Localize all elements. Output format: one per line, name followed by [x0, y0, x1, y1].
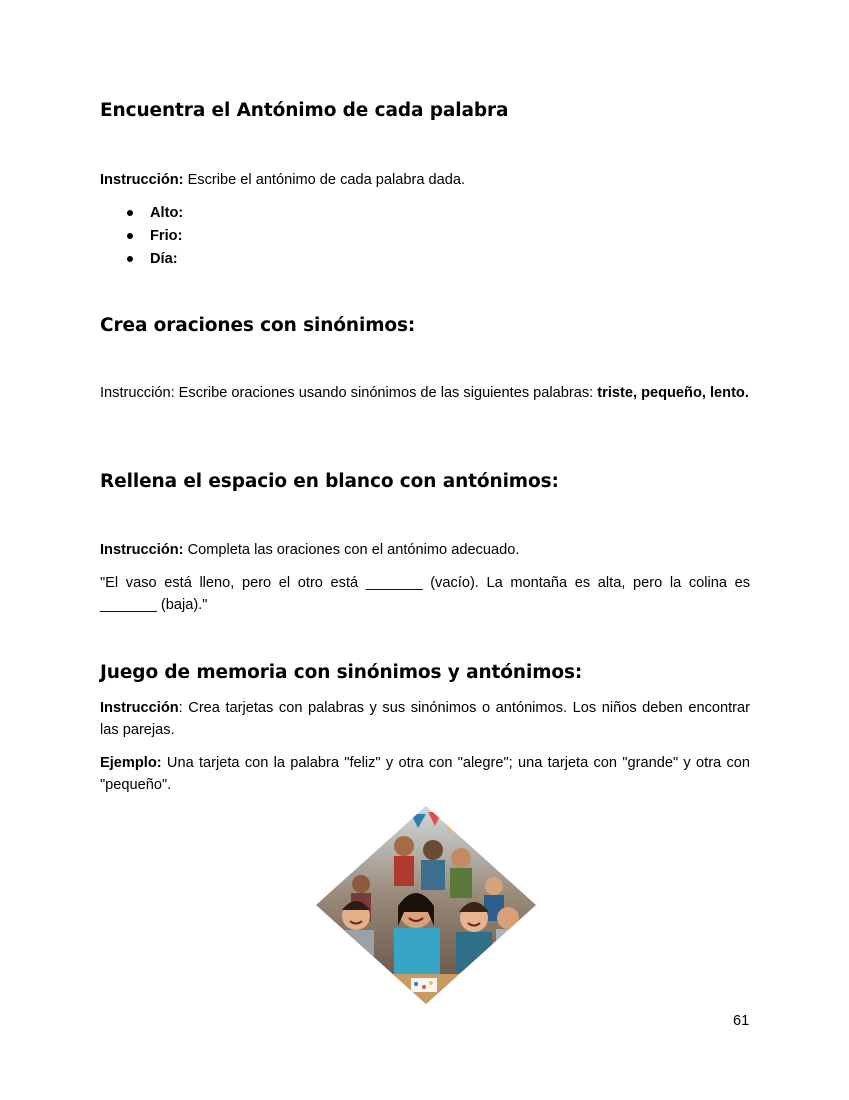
list-item [100, 202, 183, 225]
bullet-icon [127, 233, 133, 239]
list-item-label: Frio: [150, 228, 183, 244]
example-text: Una tarjeta con la palabra "feliz" y otra con "alegre"; una tarjeta con "grande" y otra con "pequeño". [100, 755, 750, 793]
section2-instruction [100, 382, 750, 404]
section3-instruction [100, 539, 750, 561]
list-item [100, 225, 183, 248]
bullet-icon [127, 256, 133, 262]
bullet-icon [127, 210, 133, 216]
instruction-text: : Crea tarjetas con palabras y sus sinónimos o antónimos. Los niños deben encontrar las parejas. [100, 700, 750, 738]
diamond-photo-illustration [316, 806, 536, 1004]
example-label: Ejemplo: [100, 755, 162, 771]
instruction-label: Instrucción [100, 700, 179, 716]
section4-example [100, 752, 750, 796]
section-title-memory-game: Juego de memoria con sinónimos y antónimos: [100, 662, 583, 683]
section-title-antonyms: Encuentra el Antónimo de cada palabra [100, 100, 509, 121]
section-title-synonyms: Crea oraciones con sinónimos: [100, 315, 416, 336]
section1-instruction [100, 169, 750, 191]
list-item-label: Día: [150, 251, 178, 267]
instruction-label: Instrucción: [100, 172, 184, 188]
instruction-text: Escribe el antónimo de cada palabra dada. [183, 172, 466, 188]
section4-instruction [100, 697, 750, 741]
instruction-bold-words: triste, pequeño, lento. [597, 385, 749, 401]
fill-blank-sentence: "El vaso está lleno, pero el otro está _______ (vacío). La montaña es alta, pero la colina es _______ (baja)." [100, 575, 750, 613]
antonym-word-list [100, 202, 183, 271]
section-title-fill-blank: Rellena el espacio en blanco con antónimos: [100, 471, 559, 492]
page-number: 61 [733, 1013, 750, 1029]
instruction-label: Instrucción: [100, 542, 184, 558]
list-item-label: Alto: [150, 205, 184, 221]
instruction-text: Instrucción: Escribe oraciones usando sinónimos de las siguientes palabras: [100, 385, 598, 401]
children-classroom-photo-icon [316, 806, 536, 1004]
instruction-text: Completa las oraciones con el antónimo adecuado. [183, 542, 520, 558]
list-item [100, 248, 183, 271]
